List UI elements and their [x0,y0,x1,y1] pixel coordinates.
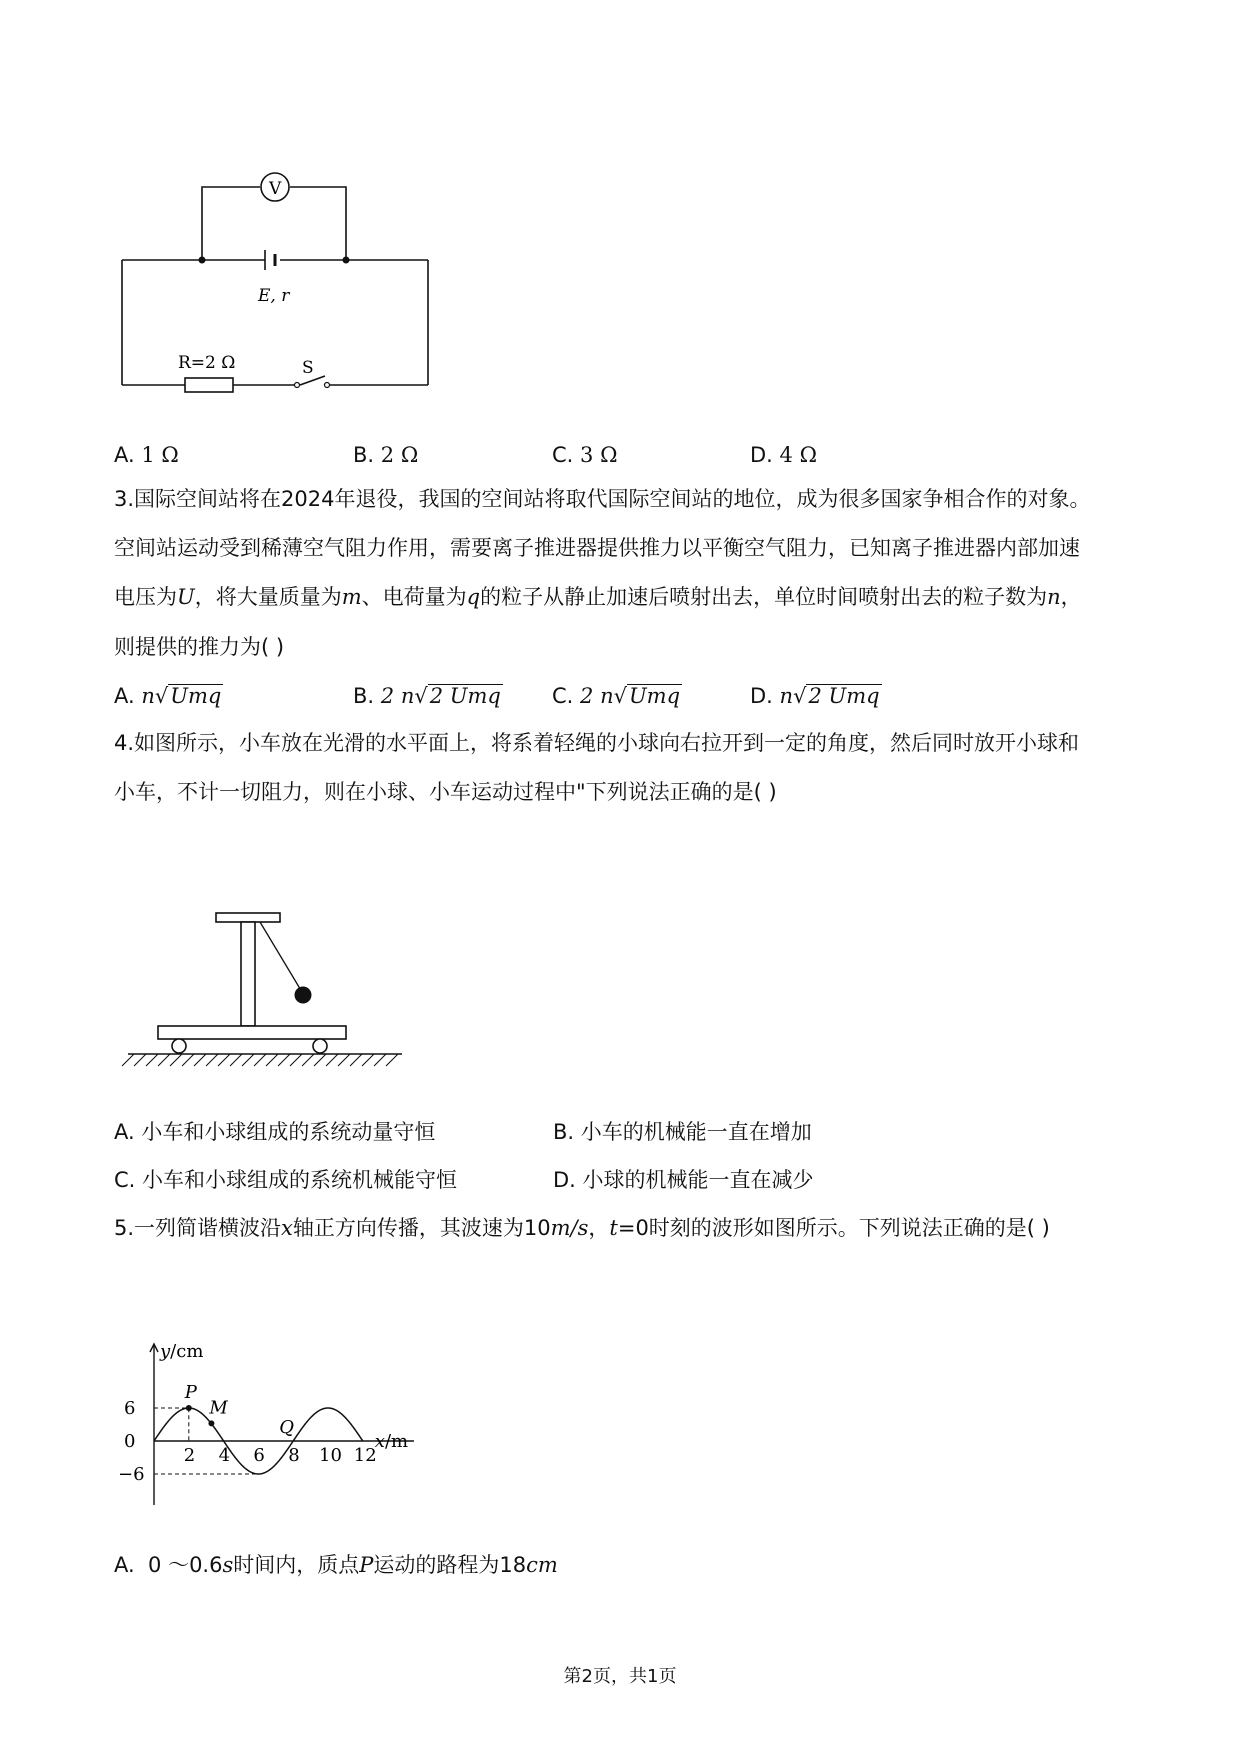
q3-option-a: A. n√Umq [114,684,222,708]
source-label: E, r [258,286,290,306]
q4-option-d: D. 小球的机械能一直在减少 [553,1168,814,1192]
y-tick-label: 0 [124,1431,136,1452]
cart-pendulum-diagram [120,905,410,1080]
q4-line-1: 4.如图所示，小车放在光滑的水平面上，将系着轻绳的小球向右拉开到一定的角度，然后同时放开小球和 [114,731,1080,755]
x-tick-label: 8 [288,1445,300,1466]
q4-option-c: C. 小车和小球组成的系统机械能守恒 [114,1168,458,1192]
voltmeter-label: V [269,179,282,199]
guide-peak [154,1408,189,1441]
point-label-q: Q [279,1417,294,1438]
q3-option-c: C. 2 n√Umq [552,684,681,708]
circuit-diagram [110,165,440,395]
point-p [186,1405,192,1411]
q3-line-3: 电压为U，将大量质量为m、电荷量为q的粒子从静止加速后喷射出去，单位时间喷射出去的粒子数为n， [114,585,1082,609]
q2-option-b: B. 2 Ω [353,443,419,467]
x-tick-label: 10 [319,1445,342,1466]
q2-option-d: D. 4 Ω [750,443,817,467]
wave-chart [110,1340,470,1515]
q3-option-d: D. n√2 Umq [750,684,880,708]
x-tick-label: 6 [253,1445,265,1466]
page-footer: 第2页，共1页 [563,1666,677,1687]
q2-option-c: C. 3 Ω [552,443,618,467]
x-tick-label: 2 [183,1445,196,1466]
point-label-p: P [184,1382,197,1403]
q4-option-a: A. 小车和小球组成的系统动量守恒 [114,1120,436,1144]
switch-label: S [302,358,314,378]
q4-option-b: B. 小车的机械能一直在增加 [553,1120,812,1144]
x-tick-label: 12 [353,1445,377,1466]
q5-option-a: A. 0 ～0.6s时间内，质点P运动的路程为18cm [114,1553,558,1577]
q4-line-2: 小车，不计一切阻力，则在小球、小车运动过程中"下列说法正确的是( ) [114,780,777,804]
q5-stem: 5.一列简谐横波沿x轴正方向传播，其波速为10m/s，t=0时刻的波形如图所示。下列说法正确的是( ) [114,1216,1050,1240]
x-axis-label: x/m [374,1431,409,1452]
q3-line-4: 则提供的推力为( ) [114,635,285,659]
q2-option-a: A. 1 Ω [114,443,179,467]
y-tick-label: −6 [118,1464,145,1485]
y-axis-label: y/cm [160,1341,204,1362]
y-tick-label: 6 [124,1398,136,1419]
q3-line-1: 3.国际空间站将在2024年退役，我国的空间站将取代国际空间站的地位，成为很多国家争相合作的对象。 [114,487,1091,511]
q3-option-b: B. 2 n√2 Umq [353,684,501,708]
resistor-label: R=2 Ω [178,353,236,373]
q3-line-2: 空间站运动受到稀薄空气阻力作用，需要离子推进器提供推力以平衡空气阻力，已知离子推进器内部加速 [114,536,1080,560]
point-label-m: M [209,1397,228,1419]
point-m [208,1420,214,1426]
x-tick-label: 4 [218,1445,231,1466]
